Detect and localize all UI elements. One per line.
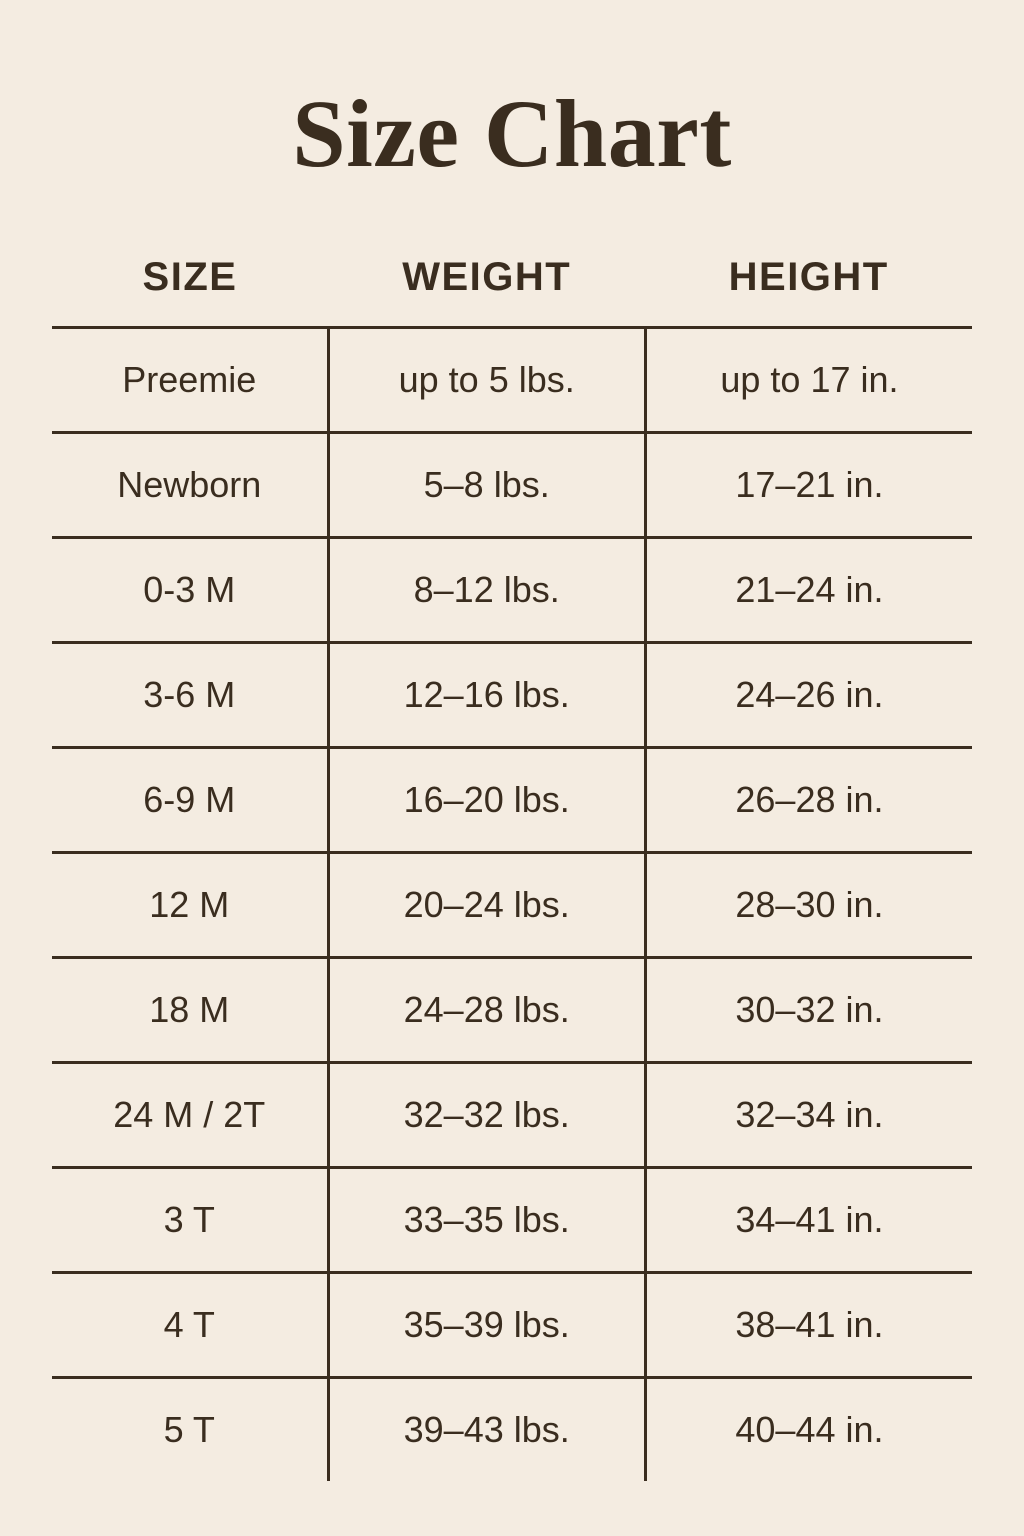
table-body bbox=[52, 328, 972, 1482]
column-header-height: HEIGHT bbox=[645, 254, 972, 328]
table-row bbox=[52, 433, 972, 538]
table-row bbox=[52, 1273, 972, 1378]
cell-height: 34–41 in. bbox=[645, 1168, 972, 1273]
cell-height: 28–30 in. bbox=[645, 853, 972, 958]
cell-height: 32–34 in. bbox=[645, 1063, 972, 1168]
cell-height: up to 17 in. bbox=[645, 328, 972, 433]
cell-weight: 20–24 lbs. bbox=[328, 853, 645, 958]
cell-size: 5 T bbox=[52, 1378, 328, 1482]
cell-weight: 16–20 lbs. bbox=[328, 748, 645, 853]
cell-size: 3 T bbox=[52, 1168, 328, 1273]
cell-size: Preemie bbox=[52, 328, 328, 433]
cell-height: 17–21 in. bbox=[645, 433, 972, 538]
table-header-row bbox=[52, 254, 972, 328]
cell-height: 40–44 in. bbox=[735, 1409, 884, 1450]
table-row bbox=[52, 853, 972, 958]
cell-size: 24 M / 2T bbox=[52, 1063, 328, 1168]
cell-height: 24–26 in. bbox=[645, 643, 972, 748]
cell-height: 38–41 in. bbox=[645, 1273, 972, 1378]
cell-weight: 8–12 lbs. bbox=[328, 538, 645, 643]
table-row bbox=[52, 538, 972, 643]
cell-height: 26–28 in. bbox=[645, 748, 972, 853]
cell-size: 3-6 M bbox=[52, 643, 328, 748]
size-chart-table bbox=[52, 254, 972, 1481]
table-row bbox=[52, 643, 972, 748]
cell-size: 18 M bbox=[52, 958, 328, 1063]
cell-weight: 35–39 lbs. bbox=[328, 1273, 645, 1378]
table-row bbox=[52, 958, 972, 1063]
table-row bbox=[52, 1168, 972, 1273]
cell-weight: 5–8 lbs. bbox=[328, 433, 645, 538]
page-title: Size Chart bbox=[292, 80, 732, 187]
cell-weight: 39–43 lbs. bbox=[328, 1378, 645, 1482]
cell-size: 4 T bbox=[52, 1273, 328, 1378]
cell-weight: 32–32 lbs. bbox=[328, 1063, 645, 1168]
cell-size: 12 M bbox=[52, 853, 328, 958]
column-header-weight: WEIGHT bbox=[328, 254, 645, 328]
column-header-size: SIZE bbox=[52, 254, 328, 328]
table-row bbox=[52, 328, 972, 433]
cell-height: 30–32 in. bbox=[645, 958, 972, 1063]
cell-size: Newborn bbox=[52, 433, 328, 538]
cell-height: 21–24 in. bbox=[645, 538, 972, 643]
cell-weight: up to 5 lbs. bbox=[328, 328, 645, 433]
table-row bbox=[52, 748, 972, 853]
cell-weight: 33–35 lbs. bbox=[328, 1168, 645, 1273]
cell-weight: 24–28 lbs. bbox=[328, 958, 645, 1063]
table-row bbox=[52, 1063, 972, 1168]
cell-weight: 12–16 lbs. bbox=[328, 643, 645, 748]
table-header bbox=[52, 254, 972, 328]
cell-size: 6-9 M bbox=[52, 748, 328, 853]
table-row bbox=[52, 1378, 972, 1482]
cell-size: 0-3 M bbox=[52, 538, 328, 643]
